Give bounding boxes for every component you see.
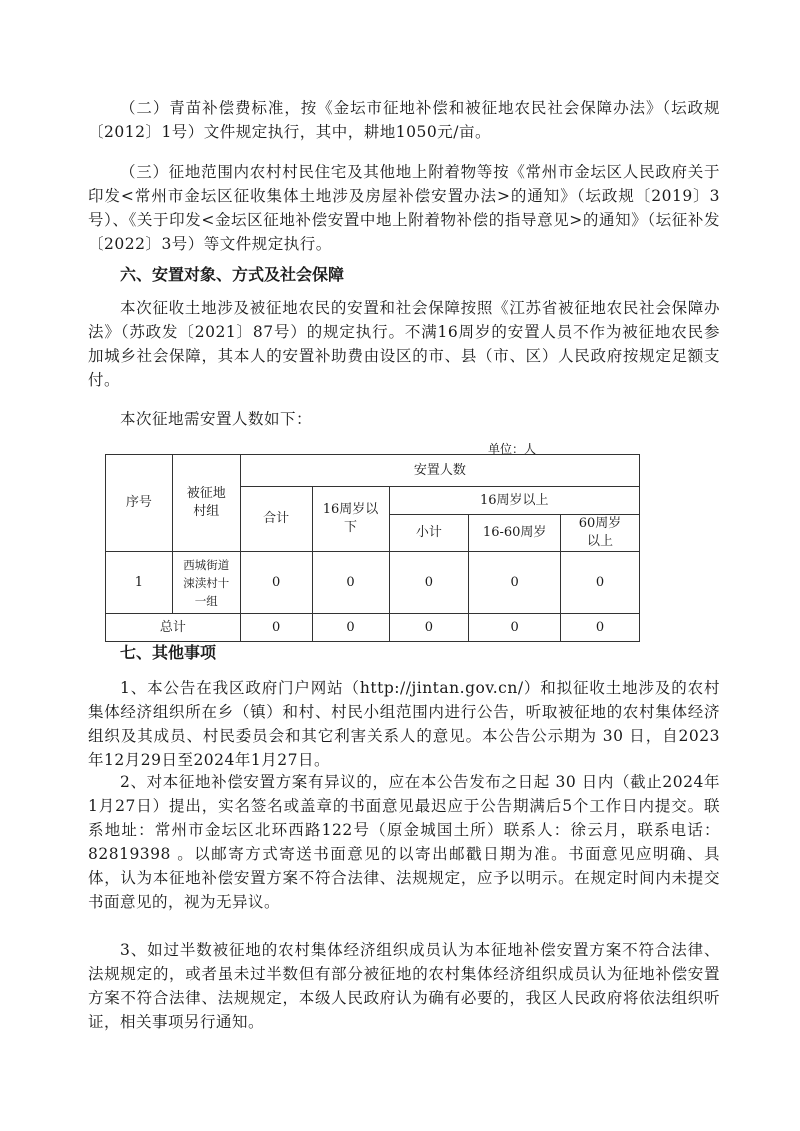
header-total: 合计 <box>240 487 312 552</box>
paragraph-social-security: 本次征收土地涉及被征地农民的安置和社会保障按照《江苏省被征地农民社会保障办法》（苏政发〔2021〕87号）的规定执行。不满16周岁的安置人员不作为被征地农民参加城乡社会保障，其本人的安置补助费由设区的市、县（市、区）人民政府按规定足额支付。 <box>88 299 720 389</box>
cell-total: 0 <box>240 552 312 614</box>
paragraph-table-intro: 本次征地需安置人数如下： <box>120 410 313 428</box>
header-over-16: 16周岁以上 <box>389 487 640 515</box>
cell-60-plus: 0 <box>561 552 640 614</box>
header-village-group: 被征地村组 <box>172 455 240 552</box>
section-heading-6: 六、安置对象、方式及社会保障 <box>120 265 345 284</box>
sum-60-plus: 0 <box>561 614 640 642</box>
header-index: 序号 <box>106 455 173 552</box>
header-subtotal: 小计 <box>389 515 469 552</box>
sum-label: 总计 <box>106 614 241 642</box>
cell-16-60: 0 <box>469 552 561 614</box>
cell-village-group: 西城街道涑渎村十一组 <box>172 552 240 614</box>
cell-index: 1 <box>106 552 173 614</box>
cell-under-16: 0 <box>312 552 389 614</box>
paragraph-objection-procedure: 2、对本征地补偿安置方案有异议的，应在本公告发布之日起 30 日内（截止2024年1月27日）提出，实名签名或盖章的书面意见最迟应于公告期满后5个工作日内提交。联系地址：常州市金坛区北环西路122号（原金城国土所）联系人：徐云月，联系电话：82819398 。以邮寄方式寄送书面意见的以寄出邮戳日期为准。书面意见应明确、具体，认为本征地补偿安置方案不符合法律、法规规定，应予以明示。在规定时间内未提交书面意见的，视为无异议。 <box>88 773 720 911</box>
paragraph-notice-publication: 1、本公告在我区政府门户网站（http://jintan.gov.cn/）和拟征收土地涉及的农村集体经济组织所在乡（镇）和村、村民小组范围内进行公告，听取被征地的农村集体经济组织及其成员、村民委员会和其它利害关系人的意见。本公告公示期为 30 日，自2023年12月29日至2024年1月27日。 <box>88 679 720 769</box>
header-under-16: 16周岁以下 <box>312 487 389 552</box>
paragraph-seedling-compensation: （二）青苗补偿费标准，按《金坛市征地补偿和被征地农民社会保障办法》（坛政规〔2012〕1号）文件规定执行，其中，耕地1050元/亩。 <box>88 99 720 141</box>
table-sum-row <box>106 614 640 642</box>
sum-subtotal: 0 <box>389 614 469 642</box>
section-heading-7: 七、其他事项 <box>120 643 217 662</box>
header-resettle-count: 安置人数 <box>240 455 639 487</box>
table-unit-label: 单位：人 <box>488 442 537 456</box>
sum-16-60: 0 <box>469 614 561 642</box>
table-row <box>106 552 640 614</box>
paragraph-hearing: 3、如过半数被征地的农村集体经济组织成员认为本征地补偿安置方案不符合法律、法规规定的，或者虽未过半数但有部分被征地的农村集体经济组织成员认为征地补偿安置方案不符合法律、法规规定，本级人民政府认为确有必要的，我区人民政府将依法组织听证，相关事项另行通知。 <box>88 941 720 1031</box>
header-16-60: 16-60周岁 <box>469 515 561 552</box>
cell-subtotal: 0 <box>389 552 469 614</box>
sum-total: 0 <box>240 614 312 642</box>
resettlement-table <box>105 454 640 642</box>
header-60-plus: 60周岁以上 <box>561 515 640 552</box>
paragraph-attachments-compensation: （三）征地范围内农村村民住宅及其他地上附着物等按《常州市金坛区人民政府关于印发<常州市金坛区征收集体土地涉及房屋补偿安置办法>的通知》（坛政规〔2019〕3号）、《关于印发<金坛区征地补偿安置中地上附着物补偿的指导意见>的通知》（坛征补发〔2022〕3号）等文件规定执行。 <box>88 163 720 253</box>
sum-under-16: 0 <box>312 614 389 642</box>
